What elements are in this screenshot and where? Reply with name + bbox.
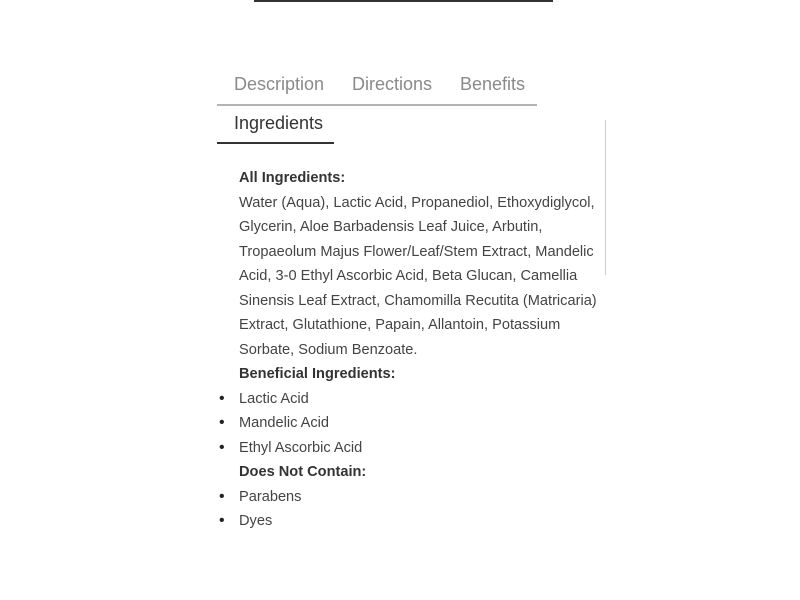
list-item bbox=[219, 509, 599, 534]
list-item-label: Ethyl Ascorbic Acid bbox=[239, 439, 363, 456]
list-item bbox=[219, 411, 599, 436]
beneficial-ingredients-heading: Beneficial Ingredients: bbox=[239, 366, 396, 382]
tab-directions[interactable]: Directions bbox=[352, 74, 433, 94]
bullet-icon: • bbox=[219, 438, 225, 456]
list-item bbox=[219, 485, 599, 510]
tab-bar bbox=[217, 70, 537, 106]
tab-benefits[interactable]: Benefits bbox=[460, 74, 526, 94]
beneficial-ingredients-list bbox=[219, 387, 599, 461]
scroll-divider bbox=[605, 120, 606, 275]
tab-ingredients[interactable] bbox=[217, 110, 334, 144]
list-item-label: Dyes bbox=[239, 513, 273, 529]
does-not-contain-list bbox=[219, 485, 599, 534]
top-divider bbox=[254, 0, 553, 2]
list-item-label: Mandelic Acid bbox=[239, 415, 330, 431]
tab-ingredients-label: Ingredients bbox=[234, 113, 324, 133]
all-ingredients-heading: All Ingredients: bbox=[239, 170, 346, 186]
list-item-label: Lactic Acid bbox=[239, 390, 309, 407]
bullet-icon: • bbox=[219, 512, 225, 529]
bullet-icon: • bbox=[219, 414, 225, 431]
all-ingredients-text: Water (Aqua), Lactic Acid, Propanediol, Ethoxydiglycol, Glycerin, Aloe Barbadensis Leaf Juice, Arbutin, Tropaeolum Majus Flower/Leaf/Stem Extract, Mandelic Acid, 3-0 Ethyl Ascorbic Acid, Beta Glucan, Camellia Sinensis Leaf Extract, Chamomilla Recutita (Matricaria) Extract, Glutathione, Papain, Allantoin, Potassium Sorbate, Sodium Benzoate. bbox=[239, 194, 597, 358]
list-item-label: Parabens bbox=[239, 488, 302, 505]
does-not-contain-heading: Does Not Contain: bbox=[239, 464, 367, 480]
ingredients-panel bbox=[219, 166, 599, 534]
list-item bbox=[219, 436, 599, 461]
bullet-icon: • bbox=[219, 389, 225, 407]
tab-description[interactable]: Description bbox=[234, 74, 325, 94]
bullet-icon: • bbox=[219, 487, 225, 505]
list-item bbox=[219, 387, 599, 412]
